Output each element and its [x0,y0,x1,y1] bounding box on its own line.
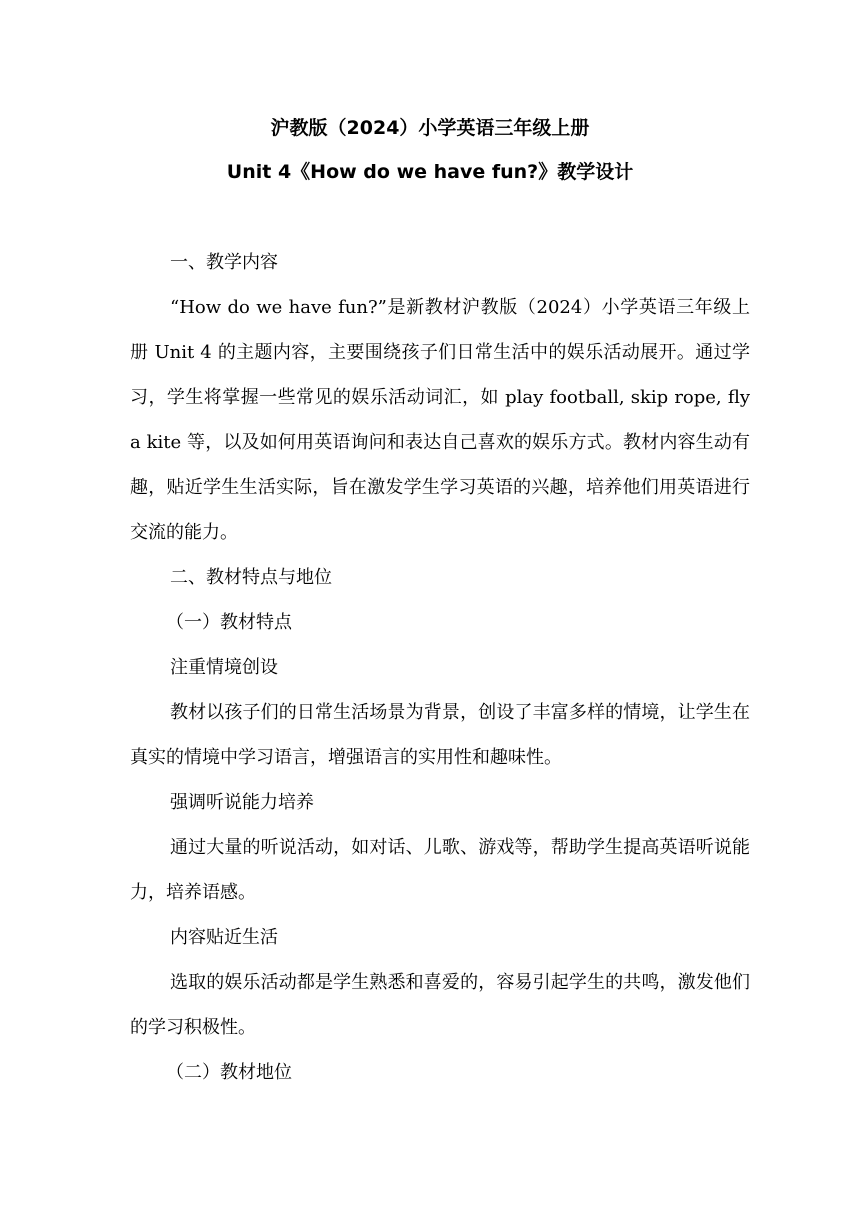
feature-2-label: 强调听说能力培养 [170,792,314,813]
document-subtitle: Unit 4《How do we have fun?》教学设计 [226,161,634,183]
feature-3-label: 内容贴近生活 [170,927,278,948]
feature-1-label: 注重情境创设 [170,657,278,678]
document-body [130,240,750,1095]
section-2-heading: 二、教材特点与地位 [170,567,332,588]
feature-3-text: 选取的娱乐活动都是学生熟悉和喜爱的，容易引起学生的共鸣，激发他们的学习积极性。 [130,972,750,1038]
document-title: 沪教版（2024）小学英语三年级上册 [270,117,590,139]
section-1-paragraph: “How do we have fun?”是新教材沪教版（2024）小学英语三年级上册 Unit 4 的主题内容，主要围绕孩子们日常生活中的娱乐活动展开。通过学习，学生将掌握一些常见的娱乐活动词汇，如 play football, skip rope, fly a kite 等，以及如何用英语询问和表达自己喜欢的娱乐方式。教材内容生动有趣，贴近学生生活实际，旨在激发学生学习英语的兴趣，培养他们用英语进行交流的能力。 [130,297,750,543]
section-2-sub-1-heading: （一）教材特点 [166,612,292,633]
feature-2-text: 通过大量的听说活动，如对话、儿歌、游戏等，帮助学生提高英语听说能力，培养语感。 [130,837,750,903]
section-2-sub-2-heading: （二）教材地位 [166,1062,292,1083]
feature-1-text: 教材以孩子们的日常生活场景为背景，创设了丰富多样的情境，让学生在真实的情境中学习语言，增强语言的实用性和趣味性。 [130,702,750,768]
section-1-heading: 一、教学内容 [170,252,278,273]
